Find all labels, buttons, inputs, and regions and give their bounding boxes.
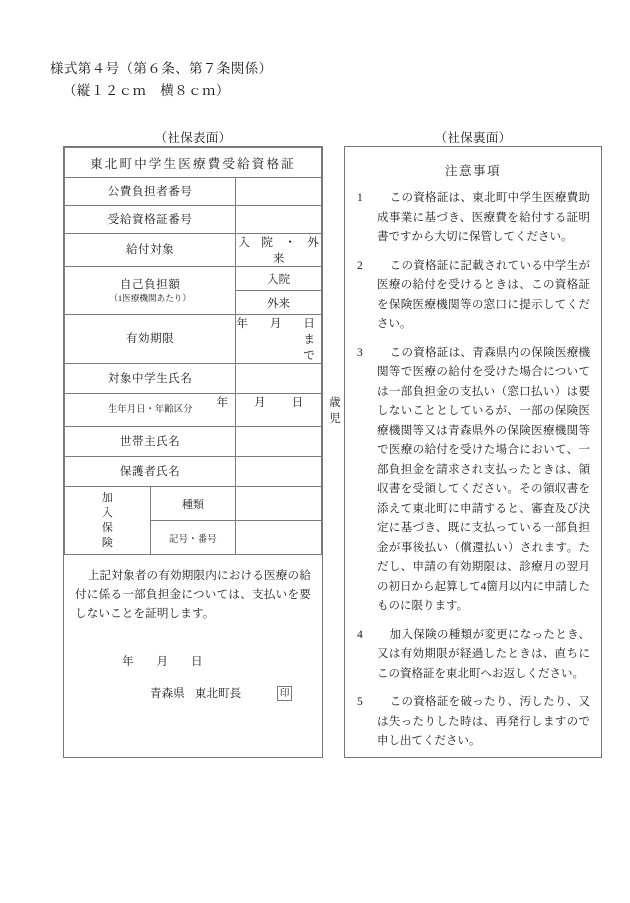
list-item	[355, 189, 590, 248]
student-name-value[interactable]	[236, 364, 322, 394]
copay-inpatient-label: 入院	[267, 273, 291, 286]
public-payer-value[interactable]	[236, 178, 322, 206]
expiry-value[interactable]	[236, 315, 322, 364]
list-item	[355, 257, 590, 335]
table-row-guardian	[65, 457, 322, 487]
student-name-label: 対象中学生氏名	[65, 364, 236, 394]
note-number: 4	[357, 628, 363, 641]
signature-date	[64, 653, 322, 669]
birth-day: 日	[291, 397, 304, 409]
certificate-table	[64, 147, 341, 555]
insurance-label-char-3: 険	[101, 536, 113, 549]
copay-inpatient-cell[interactable]	[236, 267, 322, 291]
insurance-type-label: 種類	[150, 487, 236, 521]
back-card-caption: （社保裏面）	[434, 131, 512, 145]
public-payer-label: 公費負担者番号	[65, 178, 236, 206]
signature-authority	[64, 685, 322, 701]
table-row-benefit-target	[65, 234, 322, 267]
form-size-line: （縦１２ｃｍ 横８ｃｍ）	[63, 83, 230, 98]
guardian-value[interactable]	[236, 457, 322, 487]
copay-label	[65, 267, 236, 315]
cert-number-label: 受給資格証番号	[65, 206, 236, 234]
note-text: 加入保険の種類が変更になったとき、又は有効期限が経過したときは、直ちにこの資格証を東北町へお返しください。	[377, 628, 590, 680]
birth-label	[65, 394, 236, 427]
note-number: 2	[357, 259, 363, 272]
expiry-date-line	[236, 315, 321, 363]
householder-value[interactable]	[236, 427, 322, 457]
sign-year: 年	[122, 655, 134, 668]
expiry-month: 月	[269, 318, 282, 330]
sign-month: 月	[156, 655, 169, 668]
birth-label-text: 生年月日・年齢区分	[107, 405, 193, 415]
notes-title: 注意事項	[444, 164, 501, 178]
list-item	[355, 693, 590, 752]
note-text: この資格証に記載されている中学生が医療の給付を受けるときは、この資格証を保険医療機関等の窓口に提示してください。	[377, 259, 590, 330]
birth-month: 月	[254, 397, 266, 409]
householder-label: 世帯主氏名	[65, 427, 236, 457]
sign-prefecture: 青森県	[150, 687, 185, 700]
note-text: この資格証を破ったり、汚したり、又は失ったりした時は、再発行しますので申し出てください。	[377, 696, 590, 747]
note-text: この資格証は、東北町中学生医療費助成事業に基づき、医療費を給付する証明書ですから大切に保管してください。	[377, 192, 590, 243]
notes-list	[345, 189, 601, 752]
table-row-copay-inpatient	[65, 267, 322, 291]
expiry-year: 年	[236, 318, 248, 330]
expiry-day: 日まで	[303, 318, 315, 362]
insurance-label	[65, 487, 151, 555]
note-number: 5	[357, 696, 363, 708]
front-card-caption: （社保表面）	[154, 131, 232, 145]
note-number: 1	[357, 192, 363, 204]
back-card	[344, 146, 602, 758]
cert-number-value[interactable]	[236, 206, 322, 234]
insurance-type-value[interactable]	[236, 487, 322, 521]
table-row-public-payer	[65, 178, 322, 206]
expiry-label: 有効期限	[65, 315, 236, 364]
note-number: 3	[357, 346, 363, 359]
table-row-birth	[65, 394, 322, 427]
sign-day: 日	[191, 655, 203, 668]
list-item	[355, 626, 590, 685]
insurance-symbol-value[interactable]	[236, 521, 322, 555]
table-row-insurance-type	[65, 487, 322, 521]
certification-statement: 上記対象者の有効期限内における医療の給付に係る一部負担金については、支払いを要しないことを証明します。	[75, 569, 311, 620]
insurance-label-char-0: 加	[101, 491, 113, 504]
copay-label-sub: （1医療機関あたり）	[109, 292, 191, 303]
birth-value[interactable]	[216, 394, 341, 427]
benefit-target-value[interactable]: 入 院 ・ 外 来	[236, 234, 322, 267]
birth-year: 年	[216, 397, 229, 409]
insurance-label-char-1: 入	[101, 506, 113, 519]
table-row-student-name	[65, 364, 322, 394]
birth-age: 歳児	[329, 397, 341, 425]
document-header	[50, 58, 272, 102]
table-row-title	[65, 148, 322, 178]
copay-outpatient-cell[interactable]	[236, 291, 322, 315]
table-row-expiry	[65, 315, 322, 364]
front-card	[63, 146, 341, 758]
form-number-line: 様式第４号（第６条、第７条関係）	[50, 61, 273, 76]
note-text: この資格証は、青森県内の保険医療機関等で医療の給付を受けた場合については一部負担金の支払い（窓口払い）は要しないこととしているが、一部の保険医療機関等又は青森県外の保険医療機関等で医療の給付を受けた場合において、一部負担金を請求され支払ったときは、領収書を受領してください。その領収書を添えて東北町に申請すると、審査及び決定に基づき、既に支払っている一部負担金が事後払い（償還払い）されます。ただし、申請の有効期限は、診療月の翌月の初日から起算して4箇月以内に申請したものに限ります。	[377, 346, 590, 612]
benefit-target-label: 給付対象	[65, 234, 236, 267]
copay-label-main: 自己負担額	[119, 278, 181, 291]
list-item	[355, 344, 590, 617]
insurance-label-char-2: 保	[101, 521, 113, 534]
sign-office: 東北町長	[194, 687, 242, 700]
seal-icon: 印	[277, 686, 292, 701]
birth-date-line	[216, 394, 341, 426]
guardian-label: 保護者氏名	[65, 457, 236, 487]
table-row-householder	[65, 427, 322, 457]
insurance-symbol-label: 記号・番号	[150, 521, 236, 555]
table-row-cert-number	[65, 206, 322, 234]
certificate-title: 東北町中学生医療費受給資格証	[65, 148, 322, 178]
copay-outpatient-label: 外来	[267, 297, 291, 310]
